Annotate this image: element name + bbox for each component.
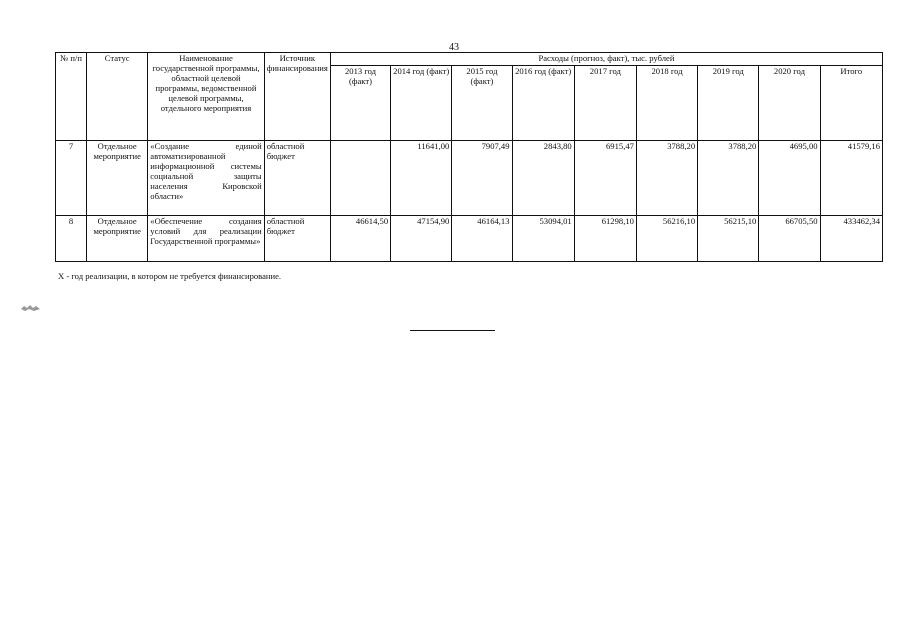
header-expenses-group: Расходы (прогноз, факт), тыс. рублей [330,53,882,66]
row-number: 7 [56,141,87,216]
header-year-2019: 2019 год [698,66,759,141]
header-number: № п/п [56,53,87,141]
row-value-2014: 47154,90 [391,216,452,262]
row-program-name: «Обеспечение создания условий для реализации Государственной программы» [148,216,264,262]
header-year-2018: 2018 год [636,66,697,141]
row-value-2013 [330,141,390,216]
row-value-2016: 53094,01 [512,216,574,262]
row-value-2019: 3788,20 [698,141,759,216]
table-row [56,216,883,262]
table-row [56,141,883,216]
page-number: 43 [449,42,459,53]
row-status: Отдельное мероприятие [87,216,148,262]
row-value-total: 41579,16 [820,141,882,216]
separator-line [410,330,495,331]
table-header-row [56,53,883,66]
header-year-2020: 2020 год [759,66,820,141]
row-value-2017: 61298,10 [574,216,636,262]
row-number: 8 [56,216,87,262]
row-source: областной бюджет [264,141,330,216]
row-value-2020: 66705,50 [759,216,820,262]
header-status: Статус [87,53,148,141]
row-program-name: «Создание единой автоматизированной информационной системы социальной защиты населения Кировской области» [148,141,264,216]
header-year-2017: 2017 год [574,66,636,141]
row-value-2013: 46614,50 [330,216,390,262]
scan-artifact [20,303,42,313]
row-value-2019: 56215,10 [698,216,759,262]
row-value-total: 433462,34 [820,216,882,262]
expenses-table [55,52,883,262]
row-value-2014: 11641,00 [391,141,452,216]
row-value-2020: 4695,00 [759,141,820,216]
header-year-2014: 2014 год (факт) [391,66,452,141]
row-value-2018: 56216,10 [636,216,697,262]
header-year-2016: 2016 год (факт) [512,66,574,141]
header-source: Источник финансирования [264,53,330,141]
row-value-2015: 46164,13 [452,216,512,262]
header-program-name: Наименование государственной программы, областной целевой программы, ведомственной целевой программы, отдельного мероприятия [148,53,264,141]
row-source: областной бюджет [264,216,330,262]
header-year-2015: 2015 год (факт) [452,66,512,141]
header-total: Итого [820,66,882,141]
row-status: Отдельное мероприятие [87,141,148,216]
row-value-2015: 7907,49 [452,141,512,216]
row-value-2016: 2843,80 [512,141,574,216]
row-value-2018: 3788,20 [636,141,697,216]
footnote: Х - год реализации, в котором не требуется финансирование. [58,271,282,281]
row-value-2017: 6915,47 [574,141,636,216]
header-year-2013: 2013 год (факт) [330,66,390,141]
